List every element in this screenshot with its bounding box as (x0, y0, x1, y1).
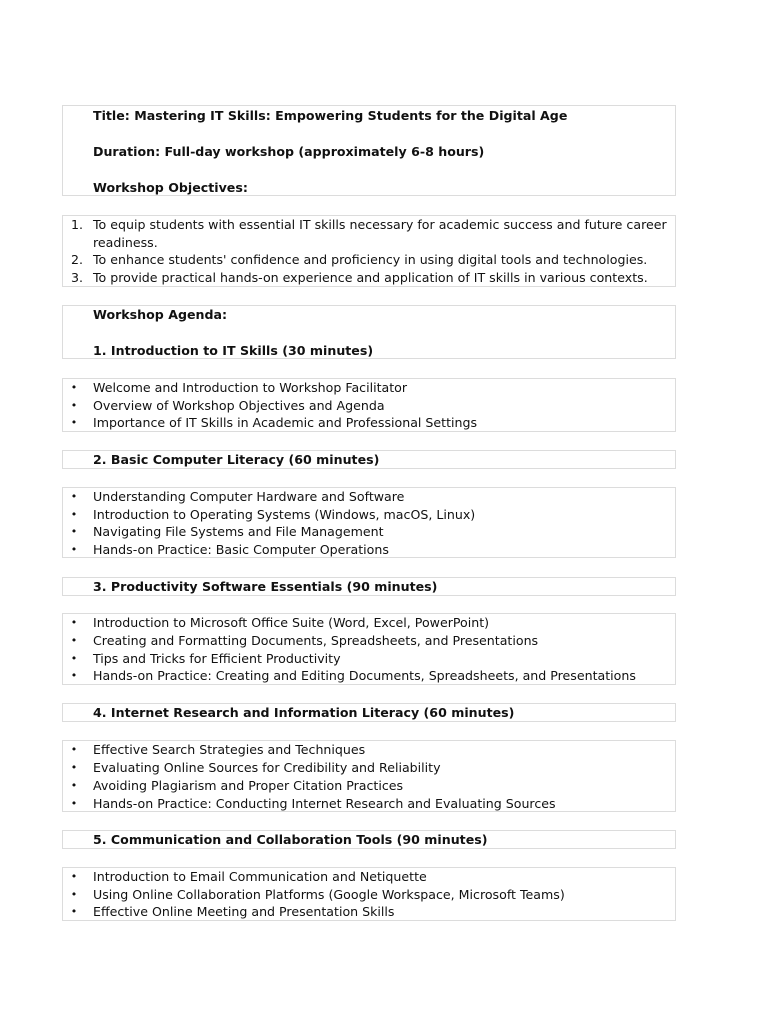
bullet-icon: • (70, 779, 78, 792)
section-heading: 4. Internet Research and Information Literacy (60 minutes) (93, 705, 515, 720)
list-item-text: Navigating File Systems and File Management (93, 524, 384, 539)
header-block (62, 105, 676, 196)
list-item-text: Welcome and Introduction to Workshop Facilitator (93, 380, 408, 395)
list-item-text: Tips and Tricks for Efficient Productivity (93, 651, 341, 666)
bullet-icon: • (70, 652, 78, 665)
list-item-text: Importance of IT Skills in Academic and Professional Settings (93, 415, 478, 430)
objective-text: To provide practical hands-on experience and application of IT skills in various contexts. (93, 270, 648, 285)
bullet-icon: • (70, 905, 78, 918)
section-heading-block (62, 830, 676, 849)
bullet-list (62, 487, 676, 558)
bullet-icon: • (70, 508, 78, 521)
objective-text-continued: readiness. (93, 235, 158, 250)
objectives-heading: Workshop Objectives: (93, 180, 248, 195)
bullet-icon: • (70, 797, 78, 810)
agenda-heading-block (62, 305, 676, 359)
list-item-text: Creating and Formatting Documents, Spreadsheets, and Presentations (93, 633, 539, 648)
list-item-text: Evaluating Online Sources for Credibility and Reliability (93, 760, 441, 775)
section-heading: 1. Introduction to IT Skills (30 minutes) (93, 343, 374, 358)
list-item-text: Using Online Collaboration Platforms (Google Workspace, Microsoft Teams) (93, 887, 565, 902)
section-heading: 5. Communication and Collaboration Tools (90 minutes) (93, 832, 488, 847)
list-item-text: Effective Search Strategies and Techniques (93, 742, 366, 757)
bullet-list (62, 867, 676, 921)
list-number: 1. (70, 217, 83, 232)
section-heading-block (62, 703, 676, 722)
objective-text: To equip students with essential IT skills necessary for academic success and future career (93, 217, 667, 232)
list-item-text: Hands-on Practice: Creating and Editing Documents, Spreadsheets, and Presentations (93, 668, 636, 683)
bullet-icon: • (70, 761, 78, 774)
list-item-text: Understanding Computer Hardware and Software (93, 489, 405, 504)
bullet-icon: • (70, 669, 78, 682)
list-item-text: Avoiding Plagiarism and Proper Citation Practices (93, 778, 404, 793)
section-heading-block (62, 450, 676, 469)
list-item-text: Effective Online Meeting and Presentation Skills (93, 904, 395, 919)
list-item-text: Hands-on Practice: Conducting Internet Research and Evaluating Sources (93, 796, 556, 811)
objectives-list (62, 215, 676, 287)
agenda-heading: Workshop Agenda: (93, 307, 228, 322)
bullet-icon: • (70, 381, 78, 394)
bullet-icon: • (70, 525, 78, 538)
list-item-text: Hands-on Practice: Basic Computer Operations (93, 542, 389, 557)
list-item-text: Introduction to Operating Systems (Windows, macOS, Linux) (93, 507, 476, 522)
bullet-icon: • (70, 870, 78, 883)
bullet-icon: • (70, 888, 78, 901)
document-title: Title: Mastering IT Skills: Empowering Students for the Digital Age (93, 108, 568, 123)
duration-text: Duration: Full-day workshop (approximately 6-8 hours) (93, 144, 485, 159)
bullet-list (62, 378, 676, 432)
bullet-icon: • (70, 743, 78, 756)
bullet-icon: • (70, 490, 78, 503)
list-item-text: Overview of Workshop Objectives and Agenda (93, 398, 385, 413)
list-number: 3. (70, 270, 83, 285)
list-item-text: Introduction to Email Communication and Netiquette (93, 869, 427, 884)
bullet-list (62, 740, 676, 812)
bullet-icon: • (70, 616, 78, 629)
bullet-icon: • (70, 399, 78, 412)
section-heading: 2. Basic Computer Literacy (60 minutes) (93, 452, 380, 467)
bullet-icon: • (70, 416, 78, 429)
bullet-icon: • (70, 543, 78, 556)
section-heading: 3. Productivity Software Essentials (90 minutes) (93, 579, 438, 594)
list-number: 2. (70, 252, 83, 267)
bullet-list (62, 613, 676, 685)
bullet-icon: • (70, 634, 78, 647)
list-item-text: Introduction to Microsoft Office Suite (Word, Excel, PowerPoint) (93, 615, 490, 630)
objective-text: To enhance students' confidence and proficiency in using digital tools and technologies. (93, 252, 648, 267)
section-heading-block (62, 577, 676, 596)
